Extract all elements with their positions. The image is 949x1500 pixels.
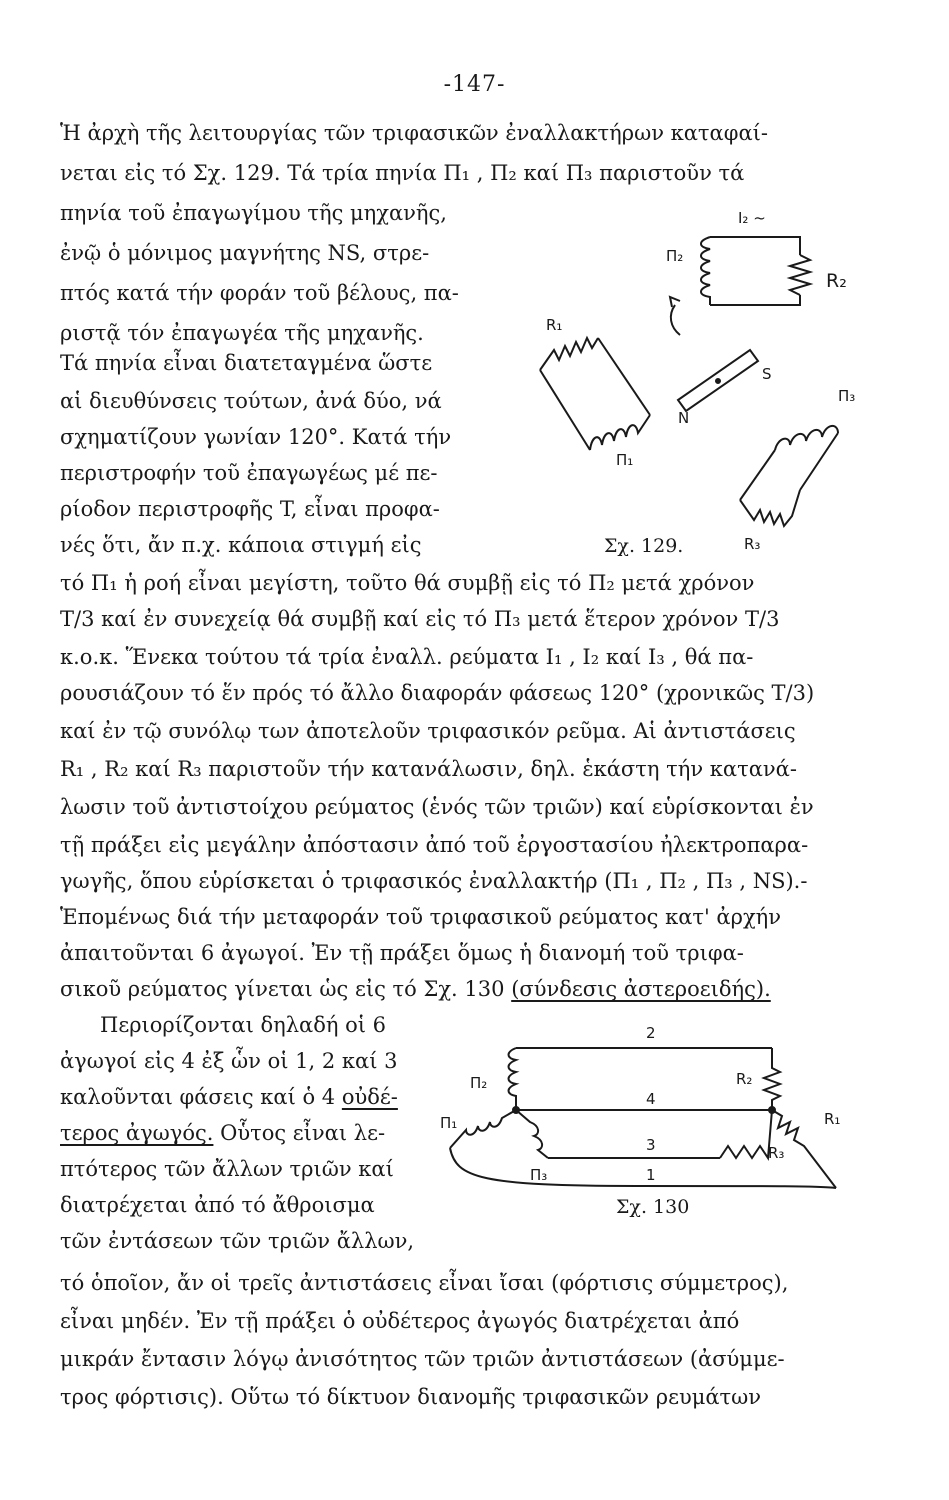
text-line: R₁ , R₂ καί R₃ παριστοῦν τήν κατανάλωσιν, δηλ. ἑκάστη τήν κατανά- (60, 757, 797, 781)
label-R3: R₃ (768, 1144, 785, 1162)
label-R1: R₁ (546, 316, 563, 334)
label-S: S (762, 365, 772, 383)
figure-130 (440, 1018, 870, 1228)
text-line: πτότερος τῶν ἄλλων τριῶν καί (60, 1157, 394, 1181)
text-line: τῶν ἐντάσεων τῶν τριῶν ἄλλων, (60, 1229, 415, 1253)
text-line: τό Π₁ ἡ ροή εἶναι μεγίστη, τοῦτο θά συμβῇ εἰς τό Π₂ μετά χρόνον (60, 571, 755, 595)
label-wire-1: 1 (646, 1166, 656, 1184)
label-R1: R₁ (824, 1110, 841, 1128)
text-line: Τά πηνία εἶναι διατεταγμένα ὥστε (60, 351, 433, 375)
text-line: περιστροφήν τοῦ ἐπαγωγέως μέ πε- (60, 461, 438, 485)
label-pi3: Π₃ (838, 387, 856, 405)
text-line: ἀγωγοί εἰς 4 ἐξ ὧν οἱ 1, 2 καί 3 (60, 1049, 398, 1073)
figure-129 (500, 195, 920, 565)
text-line (60, 1118, 385, 1148)
figure-129-caption: Σχ. 129. (604, 535, 684, 557)
underlined-term: τερος ἀγωγός. (60, 1121, 214, 1145)
text-line: ρίοδον περιστροφῆς T, εἶναι προφα- (60, 497, 440, 521)
label-wire-3: 3 (646, 1136, 656, 1154)
underlined-term: (σύνδεσις ἀστεροειδής). (511, 977, 771, 1001)
text-segment: Οὗτος εἶναι λε- (220, 1121, 386, 1145)
text-line: ριστᾷ τόν ἐπαγωγέα τῆς μηχανῆς. (60, 321, 424, 345)
label-I2: I₂ ~ (738, 209, 766, 227)
text-line: κ.ο.κ. Ἕνεκα τούτου τά τρία ἐναλλ. ρεύματα I₁ , I₂ καί I₃ , θά πα- (60, 645, 754, 669)
label-R2: R₂ (826, 270, 847, 292)
text-line: πηνία τοῦ ἐπαγωγίμου τῆς μηχανῆς, (60, 201, 447, 225)
underlined-term: οὐδέ- (341, 1085, 398, 1109)
label-pi3: Π₃ (530, 1166, 548, 1184)
text-line: αἱ διευθύνσεις τούτων, ἀνά δύο, νά (60, 389, 442, 413)
text-line: λωσιν τοῦ ἀντιστοίχου ρεύματος (ἑνός τῶν τριῶν) καί εὑρίσκονται ἐν (60, 795, 814, 819)
text-line: Ἡ ἀρχὴ τῆς λειτουργίας τῶν τριφασικῶν ἐναλλακτήρων καταφαί- (60, 121, 768, 145)
text-line: Ἑπομένως διά τήν μεταφοράν τοῦ τριφασικοῦ ρεύματος κατ' ἀρχήν (60, 905, 782, 929)
label-pi1: Π₁ (440, 1114, 458, 1132)
text-line: T/3 καί ἐν συνεχείᾳ θά συμβῇ καί εἰς τό Π₃ μετά ἕτερον χρόνον T/3 (60, 607, 780, 631)
text-line: γωγῆς, ὅπου εὑρίσκεται ὁ τριφασικός ἐναλλακτήρ (Π₁ , Π₂ , Π₃ , NS).- (60, 869, 808, 893)
figure-129-drawing (500, 195, 920, 565)
text-line: πτός κατά τήν φοράν τοῦ βέλους, πα- (60, 281, 459, 305)
label-R2: R₂ (736, 1070, 753, 1088)
text-line: νεται εἰς τό Σχ. 129. Τά τρία πηνία Π₁ , Π₂ καί Π₃ παριστοῦν τά (60, 161, 745, 185)
text-line: σχηματίζουν γωνίαν 120°. Κατά τήν (60, 425, 452, 449)
text-line: καί ἐν τῷ συνόλῳ των ἀποτελοῦν τριφασικόν ρεῦμα. Αἱ ἀντιστάσεις (60, 719, 796, 743)
text-line: ἐνῷ ὁ μόνιμος μαγνήτης NS, στρε- (60, 241, 430, 265)
text-line: νές ὅτι, ἄν π.χ. κάποια στιγμή εἰς (60, 533, 422, 557)
text-line: ρουσιάζουν τό ἕν πρός τό ἄλλο διαφοράν φάσεως 120° (χρονικῶς T/3) (60, 681, 815, 705)
label-wire-2: 2 (646, 1024, 656, 1042)
label-pi1: Π₁ (616, 451, 634, 469)
label-wire-4: 4 (646, 1090, 656, 1108)
page-number: -147- (443, 72, 506, 97)
text-line (60, 1082, 398, 1112)
label-pi2: Π₂ (470, 1074, 488, 1092)
label-N: N (678, 409, 690, 427)
text-line: εἶναι μηδέν. Ἐν τῇ πράξει ὁ οὐδέτερος ἀγωγός διατρέχεται ἀπό (60, 1309, 740, 1333)
text-line: τό ὁποῖον, ἄν οἱ τρεῖς ἀντιστάσεις εἶναι ἴσαι (φόρτισις σύμμετρος), (60, 1271, 789, 1295)
text-line: Περιορίζονται δηλαδή οἱ 6 (100, 1013, 387, 1037)
text-line: τῇ πράξει εἰς μεγάλην ἀπόστασιν ἀπό τοῦ ἐργοστασίου ἠλεκτροπαρα- (60, 833, 809, 857)
text-line: μικράν ἔντασιν λόγῳ ἀνισότητος τῶν τριῶν ἀντιστάσεων (ἀσύμμε- (60, 1347, 785, 1371)
label-R3: R₃ (744, 535, 761, 553)
text-line: ἀπαιτοῦνται 6 ἀγωγοί. Ἐν τῇ πράξει ὅμως ἡ διανομή τοῦ τριφα- (60, 941, 744, 965)
text-line: διατρέχεται ἀπό τό ἄθροισμα (60, 1193, 375, 1217)
text-segment: σικοῦ ρεύματος γίνεται ὡς εἰς τό Σχ. 130 (60, 977, 505, 1001)
text-line (60, 974, 771, 1004)
label-pi2: Π₂ (666, 247, 684, 265)
text-line: τρος φόρτισις). Οὕτω τό δίκτυον διανομῆς τριφασικῶν ρευμάτων (60, 1385, 762, 1409)
figure-130-caption: Σχ. 130 (616, 1196, 690, 1218)
text-segment: καλοῦνται φάσεις καί ὁ 4 (60, 1085, 336, 1109)
